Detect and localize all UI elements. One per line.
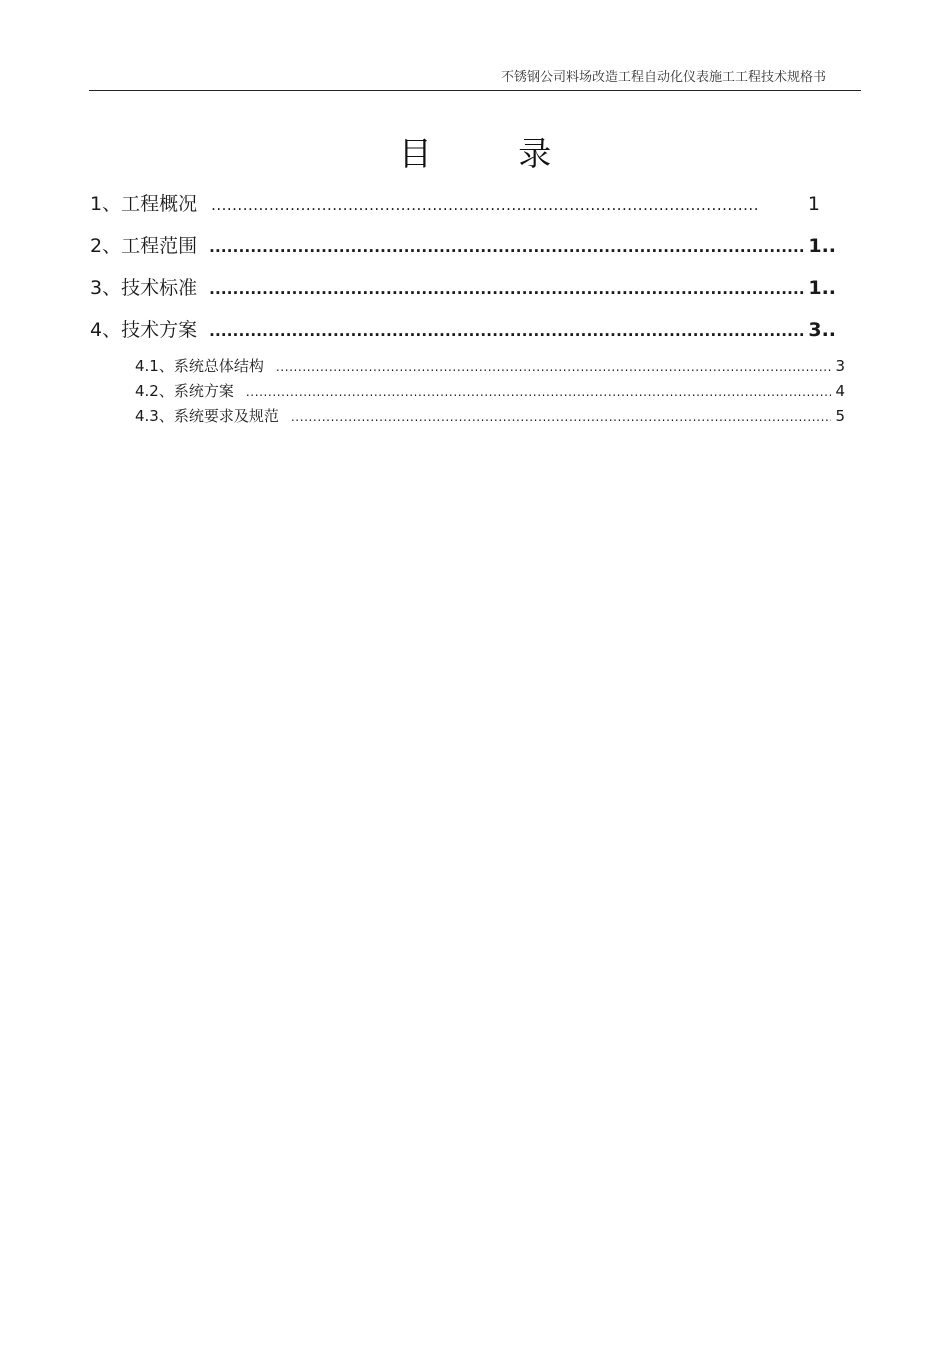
toc-subentry-label: 4.3、系统要求及规范 [135, 407, 279, 425]
dot-leader [209, 322, 804, 340]
toc-entry-page: 3.. [808, 319, 836, 341]
toc-entry-label: 4、技术方案 [90, 319, 198, 341]
toc-entry[interactable] [90, 231, 836, 258]
dot-leader [209, 238, 804, 256]
toc-entry-label: 2、工程范围 [90, 235, 198, 257]
running-header: 不锈钢公司料场改造工程自动化仪表施工工程技术规格书 [500, 70, 826, 85]
toc-entry-label: 1、工程概况 [90, 193, 198, 215]
toc-subentry-page: 3 [835, 357, 845, 375]
toc-entry-page: 1.. [808, 277, 836, 299]
toc-subentry[interactable] [135, 355, 845, 376]
dot-leader [276, 360, 832, 374]
dot-leader [209, 280, 804, 298]
dot-leader [246, 385, 832, 399]
toc-subentry[interactable] [135, 405, 845, 426]
toc-entry[interactable] [90, 273, 836, 300]
toc-subentry-page: 4 [835, 382, 845, 400]
toc-entry-page: 1.. [808, 235, 836, 257]
toc-entry-page: 1 [807, 193, 820, 215]
toc-entry-label: 3、技术标准 [90, 277, 198, 299]
toc-entry[interactable] [90, 315, 836, 342]
toc-title: 目 录 [398, 134, 590, 173]
toc-entry[interactable] [90, 189, 820, 216]
header-divider [89, 90, 861, 91]
dot-leader [211, 196, 760, 214]
toc-subentry[interactable] [135, 380, 845, 401]
dot-leader [291, 410, 832, 424]
toc-subentry-label: 4.2、系统方案 [135, 382, 234, 400]
toc-subentry-label: 4.1、系统总体结构 [135, 357, 264, 375]
toc-subentry-page: 5 [835, 407, 845, 425]
